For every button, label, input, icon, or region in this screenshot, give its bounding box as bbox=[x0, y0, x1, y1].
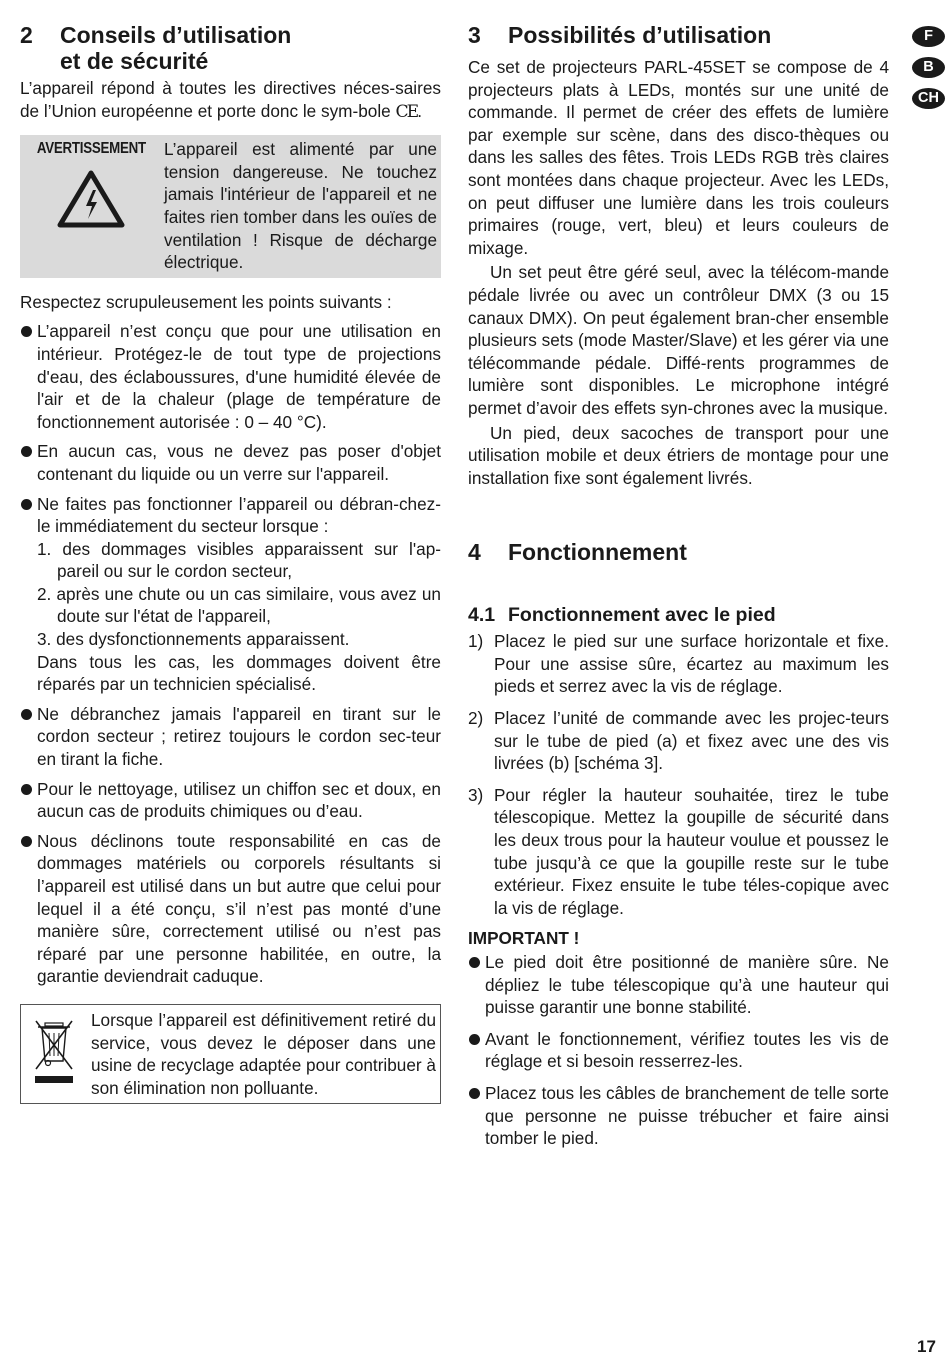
section-title-line2: et de sécurité bbox=[60, 48, 209, 74]
subsection-4-1-heading bbox=[468, 603, 889, 627]
subsection-title: Fonctionnement avec le pied bbox=[508, 604, 776, 627]
section-title: Fonctionnement bbox=[508, 539, 687, 566]
safety-list bbox=[20, 320, 441, 988]
list-item: L’appareil n’est conçu que pour une utilisation en intérieur. Protégez-le de tout type de projections d'eau, des éclaboussures, d'une humidité élevée de l'air et de la chaleur (plage de température de fonctionnement autorisée : 0 – 40 °C). bbox=[20, 320, 441, 433]
important-list bbox=[468, 951, 889, 1150]
left-column bbox=[20, 22, 441, 1104]
paragraph: Un set peut être géré seul, avec la télécom-mande pédale livrée ou avec un contrôleur DMX (3 ou 15 canaux DMX). On peut également bran-cher ensemble plusieurs sets (mode Master/Slave) et les gérer via une télécommande pédale. Diffé-rents programmes de lumière sont disponibles. Le microphone intégré permet d’avoir des effets syn-chrones avec la musique. bbox=[468, 262, 889, 418]
list-item: Ne faites pas fonctionner l’appareil ou débran-chez-le immédiatement du secteur lorsque : 1. des dommages visibles apparaissent sur l'ap-pareil ou sur le cordon secteur, 2. après une chute ou un cas similaire, vous avez un doute sur l'état de l'appareil, 3. des dysfonctionnements apparaissent. Dans tous les cas, les dommages doivent être réparés par un technicien spécialisé. bbox=[20, 493, 441, 696]
warning-text: L’appareil est alimenté par une tension dangereuse. Ne touchez jamais l'intérieur de l'appareil et ne faites rien tomber dans les ouïes de ventilation ! Risque de décharge électrique. bbox=[164, 139, 437, 273]
section-number: 4 bbox=[468, 539, 481, 566]
recycling-box bbox=[20, 1004, 441, 1104]
step-item: 1) Placez le pied sur une surface horizontale et fixe. Pour une assise sûre, écartez au maximum les pieds et serrez avec la vis de réglage. bbox=[468, 631, 889, 697]
list-item: En aucun cas, vous ne devez pas poser d'objet contenant du liquide ou un verre sur l'appareil. bbox=[20, 440, 441, 485]
step-item: 3) Pour régler la hauteur souhaitée, tirez le tube télescopique. Mettez la goupille de sécurité dans les deux trous pour la hauteur voulue et poussez le tube jusqu’à ce que la goupille reste sur le tube extérieur. Fixez ensuite le tube téles-copique avec la vis de réglage. bbox=[468, 784, 889, 918]
list-item: Avant le fonctionnement, vérifiez toutes les vis de réglage et si besoin resserrez-les. bbox=[468, 1028, 889, 1073]
recycling-text: Lorsque l’appareil est définitivement retiré du service, vous devez le déposer dans une usine de recyclage adaptée pour contribuer à son élimination non polluante. bbox=[91, 1009, 436, 1098]
section-title: Possibilités d’utilisation bbox=[508, 22, 772, 48]
sub-item: 3. des dysfonctionnements apparaissent. bbox=[37, 629, 350, 650]
language-badge-b: B bbox=[912, 57, 945, 78]
language-badges bbox=[912, 26, 945, 109]
ce-mark: CE bbox=[395, 101, 418, 122]
list-item: Ne débranchez jamais l'appareil en tirant sur le cordon secteur ; retirez toujours le cordon sec-teur en tirant la fiche. bbox=[20, 703, 441, 771]
language-badge-ch: CH bbox=[912, 88, 945, 109]
language-badge-f: F bbox=[912, 26, 945, 47]
sub-item: 2. après une chute ou un cas similaire, vous avez un doute sur l'état de l'appareil, bbox=[37, 583, 441, 627]
section-title-line1: Conseils d’utilisation bbox=[60, 22, 292, 48]
steps-list bbox=[468, 630, 889, 919]
list-item: Placez tous les câbles de branchement de telle sorte que personne ne puisse trébucher et faire ainsi tomber le pied. bbox=[468, 1082, 889, 1150]
respect-text: Respectez scrupuleusement les points suivants : bbox=[20, 291, 392, 312]
section-2-heading bbox=[20, 22, 441, 74]
page-number: 17 bbox=[917, 1337, 936, 1356]
list-item: Nous déclinons toute responsabilité en cas de dommages matériels ou corporels résultants si l’appareil est utilisé dans un but autre que celui pour lequel il a été conçu, s’il n’est pas monté d’une manière sûre, correctement utilisé ou n’est pas réparé par une personne habilitée, en outre, la garantie deviendrait caduque. bbox=[20, 830, 441, 988]
paragraph: Un pied, deux sacoches de transport pour une utilisation mobile et deux étriers de montage pour une installation fixe sont également livrés. bbox=[468, 422, 889, 488]
warning-label: AVERTISSEMENT bbox=[36, 140, 146, 158]
warning-box bbox=[20, 135, 441, 278]
crossed-bin-icon bbox=[33, 1017, 75, 1089]
sub-item: 1. des dommages visibles apparaissent sur l'ap-pareil ou sur le cordon secteur, bbox=[37, 538, 441, 582]
list-item: Pour le nettoyage, utilisez un chiffon sec et doux, en aucun cas de produits chimiques ou d’eau. bbox=[20, 778, 441, 823]
paragraph: Ce set de projecteurs PARL-45SET se compose de 4 projecteurs plats à LEDs, montés sur une unité de commande. Il permet de créer des effets de lumière par exemple sur scène, dans des disco-thèques ou dans les salles des fêtes. Trois LEDs RGB très claires sont montées dans chaque projecteur. Avec les LEDs, on peut diffuser une lumière dans les trois couleurs primaires (rouge, vert, bleu) et leurs couleurs de mixage. bbox=[468, 57, 889, 258]
electric-hazard-icon bbox=[57, 170, 125, 228]
list-item: Le pied doit être positionné de manière sûre. Ne dépliez le tube télescopique qu’à une hauteur qui puisse garantir une bonne stabilité. bbox=[468, 951, 889, 1019]
section-4-heading bbox=[468, 539, 889, 565]
section-number: 3 bbox=[468, 22, 481, 48]
subsection-number: 4.1 bbox=[468, 604, 496, 627]
important-label: IMPORTANT ! bbox=[468, 928, 580, 949]
step-item: 2) Placez l’unité de commande avec les projec-teurs sur le tube de pied (a) et fixez avec une des vis livrées (b) [schéma 3]. bbox=[468, 708, 889, 774]
section-number: 2 bbox=[20, 22, 33, 48]
section-3-heading bbox=[468, 22, 889, 48]
intro-paragraph: L’appareil répond à toutes les directives néces-saires de l’Union européenne et porte donc le sym-bole CE. bbox=[20, 78, 441, 122]
right-column bbox=[468, 22, 889, 1150]
damage-sublist bbox=[37, 538, 441, 651]
